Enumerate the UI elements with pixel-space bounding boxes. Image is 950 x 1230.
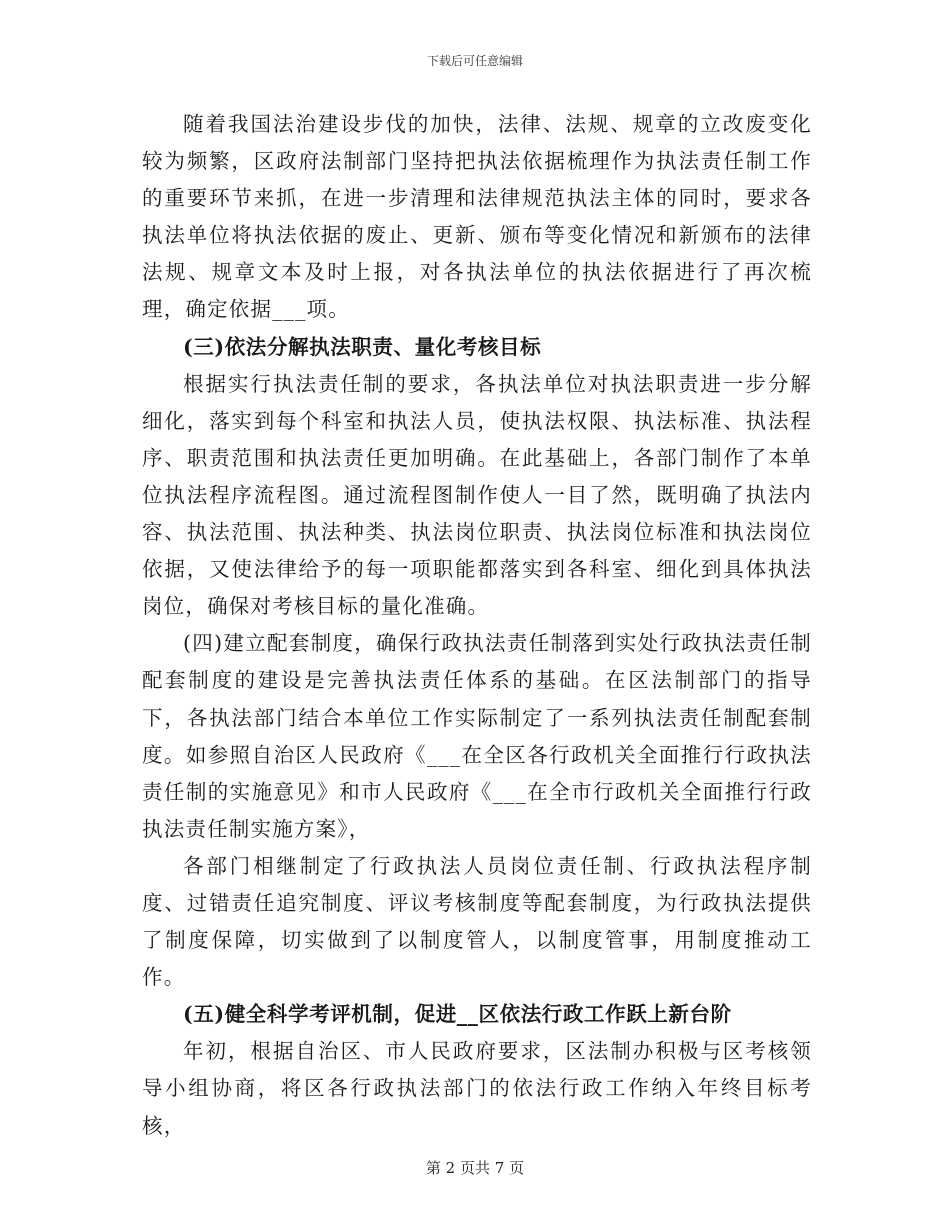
paragraph-departments-systems: 各部门相继制定了行政执法人员岗位责任制、行政执法程序制度、过错责任追究制度、评议考核制度等配套制度，为行政执法提供了制度保障，切实做到了以制度管人，以制度管事，用制度推动工作。 xyxy=(142,853,812,990)
document-body xyxy=(142,106,812,1145)
section-heading-3: (三)依法分解执法职责、量化考核目标 xyxy=(183,334,542,359)
page-number: 第 2 页共 7 页 xyxy=(425,1159,525,1177)
paragraph-annual-assessment: 年初，根据自治区、市人民政府要求，区法制办积极与区考核领导小组协商，将区各行政执法部门的依法行政工作纳入年终目标考核， xyxy=(142,1039,812,1138)
paragraph-supporting-systems: (四)建立配套制度，确保行政执法责任制落到实处行政执法责任制配套制度的建设是完善执法责任体系的基础。在区法制部门的指导下，各执法部门结合本单位工作实际制定了一系列执法责任制配套制度。如参照自治区人民政府《___在全区各行政机关全面推行行政执法责任制的实施意见》和市人民政府《___在全市行政机关全面推行行政执法责任制实施方案》， xyxy=(142,631,812,841)
section-heading-5: (五)健全科学考评机制，促进__区依法行政工作跃上新台阶 xyxy=(183,1002,732,1027)
paragraph-duty-breakdown: 根据实行执法责任制的要求，各执法单位对执法职责进一步分解细化，落实到每个科室和执法人员，使执法权限、执法标准、执法程序、职责范围和执法责任更加明确。在此基础上，各部门制作了本单位执法程序流程图。通过流程图制作使人一目了然，既明确了执法内容、执法范围、执法种类、执法岗位职责、执法岗位标准和执法岗位依据，又使法律给予的每一项职能都落实到各科室、细化到具体执法岗位，确保对考核目标的量化准确。 xyxy=(142,371,812,619)
paragraph-legal-basis: 随着我国法治建设步伐的加快，法律、法规、规章的立改废变化较为频繁，区政府法制部门坚持把执法依据梳理作为执法责任制工作的重要环节来抓，在进一步清理和法律规范执法主体的同时，要求各执法单位将执法依据的废止、更新、颁布等变化情况和新颁布的法律法规、规章文本及时上报，对各执法单位的执法依据进行了再次梳理，确定依据___项。 xyxy=(142,112,812,322)
page-header-note: 下载后可任意编辑 xyxy=(426,54,523,68)
